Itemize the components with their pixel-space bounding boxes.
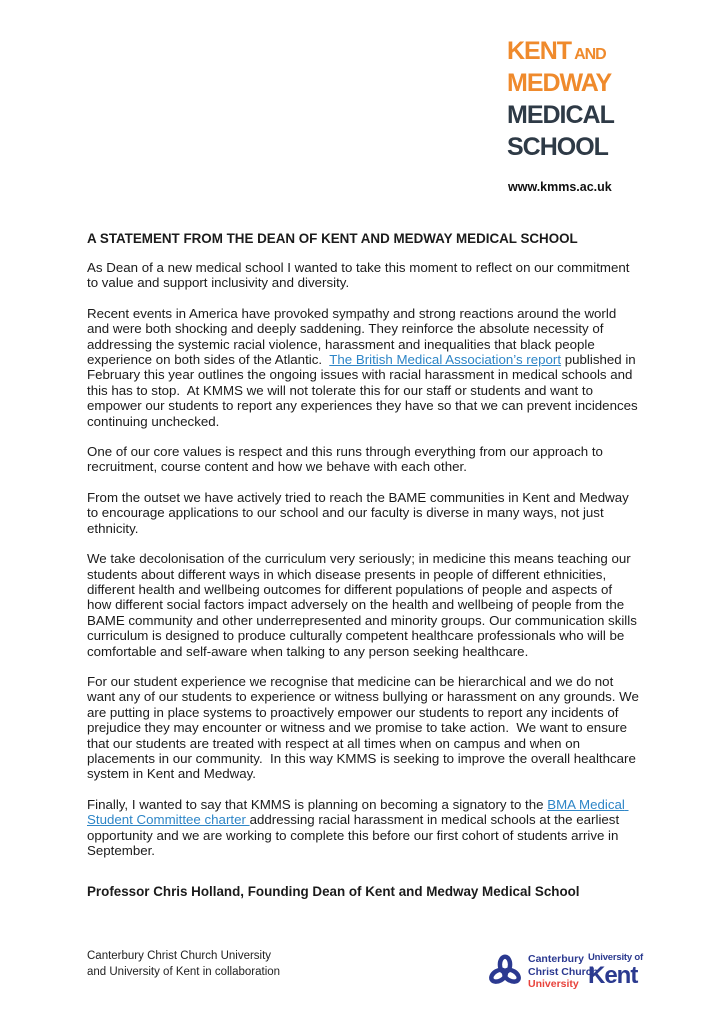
trefoil-icon (488, 951, 522, 993)
paragraph (87, 306, 640, 429)
paragraph-text: addressing racial harassment in medical schools at the earliest opportunity and we are working to complete this before our first cohort of students arrive in September. (87, 812, 623, 858)
statement-content (87, 231, 643, 900)
paragraph-text: published in February this year outlines the ongoing issues with racial harassment in medical schools and this has to stop. At KMMS we will not tolerate this for our staff or students and want to empower our students to report any experiences they have so that we can prevent incidences continuing unchecked. (87, 352, 642, 429)
collaboration-line-1: Canterbury Christ Church University (87, 950, 272, 962)
kent-logo-name: Kent (588, 962, 638, 989)
logo-line-medical (507, 101, 614, 133)
logo-line-kent-and (507, 37, 614, 69)
logo-word-medway: MEDWAY (507, 69, 612, 97)
kent-logo (588, 953, 643, 988)
paragraph-text: For our student experience we recognise that medicine can be hierarchical and we do not want any of our students to experience or witness bullying or harassment on any grounds. We are putting in place systems to proactively empower our students to report any incidents of prejudice they may encounter or witness and we promise to take action. We want to ensure that our students are treated with respect at all times when on campus and when on placements in our community. In this way KMMS is seeking to improve the overall healthcare system in Kent and Medway. (87, 673, 643, 782)
paragraph-text: Finally, I wanted to say that KMMS is planning on becoming a signatory to the (87, 796, 548, 812)
collaboration-line-2: and University of Kent in collaboration (87, 966, 281, 978)
paragraph (87, 444, 640, 475)
collaboration-note (87, 948, 280, 980)
paragraph (87, 490, 640, 536)
logo-line-school (507, 133, 614, 165)
hyperlink[interactable]: The British Medical Association’s report (329, 352, 562, 368)
cccu-line-christ-church: Christ Church (528, 965, 599, 978)
cccu-line-canterbury: Canterbury (528, 953, 585, 966)
paragraph-text: Recent events in America have provoked sympathy and strong reactions around the world and were both shocking and deeply saddening. They reinforce the absolute necessity of addressing the systemic racial violence, harassment and inequalities that black people experience on both sides of the Atlantic. (87, 305, 620, 368)
logo-word-and: AND (574, 46, 606, 63)
logo-line-medway (507, 69, 614, 101)
statement-title: A STATEMENT FROM THE DEAN OF KENT AND MEDWAY MEDICAL SCHOOL (87, 231, 578, 246)
paragraph (87, 673, 643, 782)
cccu-logo (488, 951, 598, 993)
website-url: www.kmms.ac.uk (508, 180, 612, 194)
paragraph-text: As Dean of a new medical school I wanted to take this moment to reflect on our commitment to value and support inclusivity and diversity. (87, 260, 634, 291)
paragraph (87, 797, 640, 859)
paragraph-text: We take decolonisation of the curriculum very seriously; in medicine this means teaching our students about different ways in which disease presents in people of different ethnicities, different health and wellbeing outcomes for different populations of people and aspects of how different social factors impact adversely on the health and wellbeing of people from the BAME community and other underrepresented and minority groups. Our communication skills curriculum is designed to produce culturally competent healthcare professionals who will be comfortable and self-aware when talking to any person seeking healthcare. (87, 551, 641, 659)
hyperlink[interactable]: BMA Medical Student Committee charter (87, 796, 629, 828)
paragraphs-container (87, 260, 643, 858)
logo-word-school: SCHOOL (507, 133, 608, 161)
logo-word-kent: KENT (507, 37, 572, 65)
paragraph-text: From the outset we have actively tried to reach the BAME communities in Kent and Medway to encourage applications to our school and our faculty is diverse in many ways, not just ethnicity. (87, 489, 633, 536)
paragraph-text: One of our core values is respect and this runs through everything from our approach to recruitment, course content and how we behave with each other. (87, 444, 607, 475)
paragraph (87, 551, 640, 659)
signature-line: Professor Chris Holland, Founding Dean of Kent and Medway Medical School (87, 884, 580, 900)
logo-word-medical: MEDICAL (507, 101, 614, 129)
paragraph (87, 260, 640, 291)
kmms-logo (507, 37, 614, 165)
kent-logo-university-of: University of (588, 952, 643, 963)
cccu-line-university: University (528, 978, 579, 991)
